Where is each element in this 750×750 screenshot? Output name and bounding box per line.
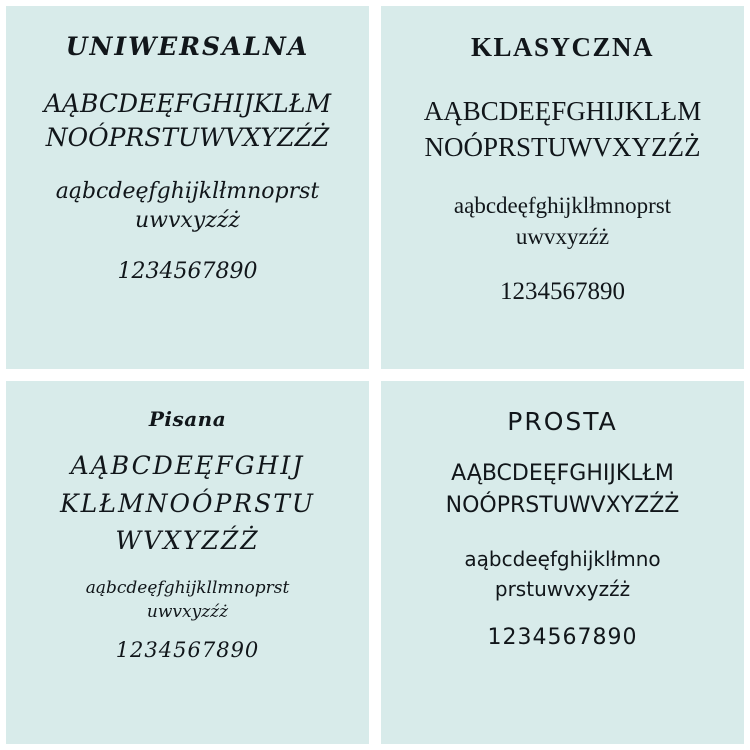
digits-sample-pisana: 1234567890	[115, 637, 260, 662]
uppercase-line-3: WVXYZŹŻ	[115, 526, 260, 555]
grid-cell-prosta	[375, 375, 750, 750]
lowercase-sample-uniwersalna	[20, 177, 355, 236]
lowercase-line-2: uwvxyzźż	[134, 208, 241, 234]
uppercase-line-1: AĄBCDEĘFGHIJKLŁM	[423, 96, 702, 126]
font-panel-pisana	[6, 381, 369, 744]
lowercase-line-2: uwvxyzźż	[515, 223, 610, 249]
uppercase-line-1: AĄBCDEĘFGHIJKLŁM	[451, 461, 674, 486]
lowercase-line-2: uwvxyzźż	[146, 602, 229, 623]
lowercase-line-1: aąbcdeęfghijklłmnoprst	[55, 178, 320, 204]
lowercase-sample-klasyczna	[395, 190, 730, 252]
uppercase-sample-uniwersalna	[20, 87, 355, 155]
lowercase-line-2: prstuwvxyzźż	[494, 576, 631, 601]
font-panel-prosta	[381, 381, 744, 744]
panel-title-pisana: Pisana	[148, 407, 227, 431]
lowercase-line-1: aąbcdeęfghijklłmno	[464, 546, 661, 571]
uppercase-sample-prosta	[395, 458, 730, 522]
uppercase-line-2: NOÓPRSTUWVXYZŹŻ	[424, 132, 701, 163]
grid-cell-uniwersalna	[0, 0, 375, 375]
lowercase-line-1: aąbcdeęfghijkllmnoprst	[85, 577, 290, 598]
digits-sample-klasyczna: 1234567890	[500, 277, 625, 305]
uppercase-line-2: NOÓPRSTUWVXYZŹŻ	[45, 122, 330, 152]
uppercase-sample-pisana	[20, 447, 355, 560]
lowercase-sample-pisana	[20, 576, 355, 625]
uppercase-line-1: AĄBCDEĘFGHIJKLŁM	[43, 89, 332, 118]
font-panel-klasyczna	[381, 6, 744, 369]
lowercase-line-1: aąbcdeęfghijklłmnoprst	[453, 192, 672, 218]
uppercase-sample-klasyczna	[395, 93, 730, 166]
digits-sample-uniwersalna: 1234567890	[117, 258, 258, 284]
grid-cell-klasyczna	[375, 0, 750, 375]
panel-title-klasyczna: KLASYCZNA	[470, 32, 655, 62]
panel-title-prosta: PROSTA	[507, 407, 618, 436]
digits-sample-prosta: 1234567890	[487, 624, 638, 650]
lowercase-sample-prosta	[395, 544, 730, 604]
grid-cell-pisana	[0, 375, 375, 750]
uppercase-line-2: KLŁMNOÓPRSTU	[60, 488, 315, 518]
panel-title-uniwersalna: UNIWERSALNA	[65, 32, 310, 61]
font-panel-uniwersalna	[6, 6, 369, 369]
uppercase-line-2: NOÓPRSTUWVXYZŹŻ	[445, 492, 680, 518]
uppercase-line-1: AĄBCDEĘFGHIJ	[70, 451, 305, 480]
